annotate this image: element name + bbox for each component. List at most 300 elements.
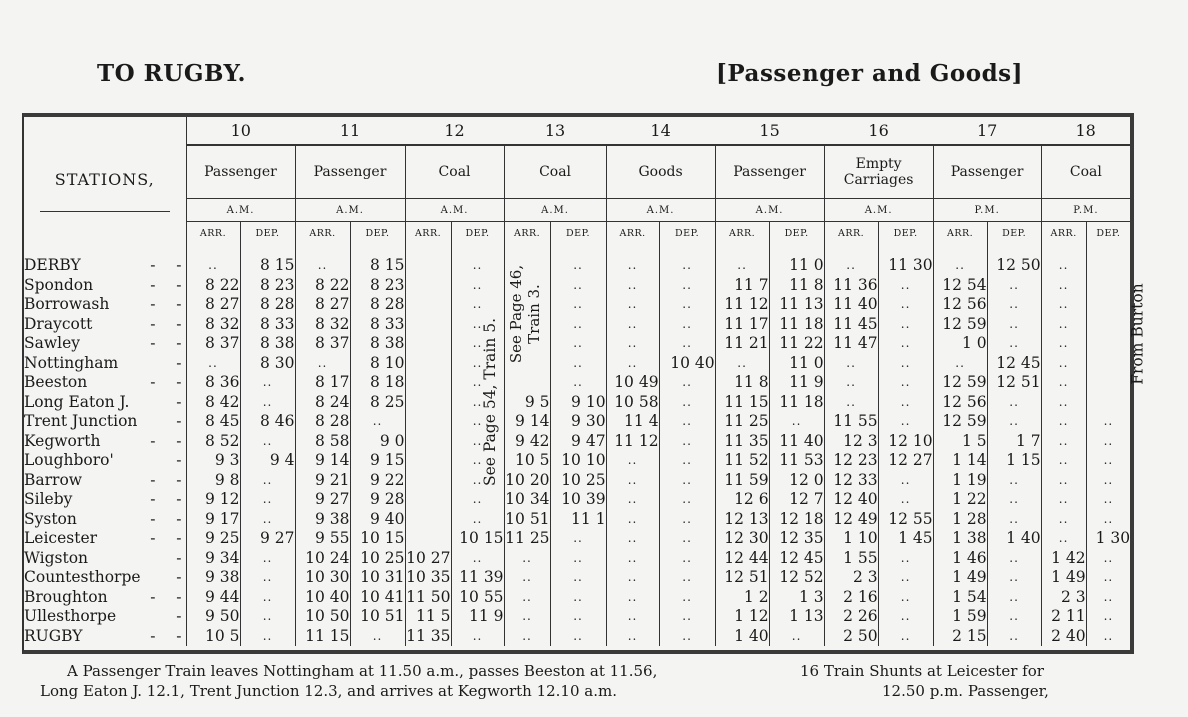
time-cell: 9 12: [186, 490, 240, 510]
period-label: A.M.: [715, 199, 824, 222]
time-cell: 12 44: [715, 549, 769, 569]
time-cell: 8 30: [240, 354, 295, 374]
time-cell: 9 27: [295, 490, 350, 510]
no-stop-marker: ..: [451, 471, 504, 491]
no-stop-marker: ..: [1041, 510, 1086, 530]
time-cell: 11 35: [715, 432, 769, 452]
leader-dash: -: [176, 431, 182, 450]
time-cell: 8 33: [240, 315, 295, 335]
time-cell: 1 40: [987, 529, 1041, 549]
time-cell: 10 51: [350, 607, 405, 627]
no-stop-marker: ..: [1086, 432, 1130, 452]
time-cell: 2 50: [824, 627, 878, 647]
time-cell: 10 58: [606, 393, 659, 413]
time-cell: 9 3: [186, 451, 240, 471]
no-stop-marker: ..: [240, 588, 295, 608]
time-cell: 12 0: [769, 471, 824, 491]
time-cell: 2 3: [1041, 588, 1086, 608]
time-cell: 11 30: [878, 256, 933, 276]
no-stop-marker: ..: [1041, 471, 1086, 491]
no-stop-marker: ..: [550, 315, 606, 335]
no-stop-marker: ..: [878, 393, 933, 413]
no-stop-marker: ..: [659, 588, 715, 608]
no-stop-marker: ..: [350, 412, 405, 432]
no-stop-marker: ..: [659, 295, 715, 315]
time-cell: 10 39: [550, 490, 606, 510]
time-cell: 1 42: [1041, 549, 1086, 569]
time-cell: 8 32: [295, 315, 350, 335]
station-label: Broughton: [24, 587, 108, 606]
train-type: Goods: [606, 145, 715, 199]
no-stop-marker: ..: [606, 471, 659, 491]
time-cell: 10 35: [406, 568, 451, 586]
train-type: Passenger: [186, 145, 295, 199]
no-stop-marker: ..: [606, 529, 659, 549]
dep-label: DEP.: [878, 222, 933, 245]
no-stop-marker: ..: [987, 490, 1041, 510]
time-cell: 11 52: [715, 451, 769, 471]
no-stop-marker: ..: [606, 568, 659, 588]
time-cell: 10 25: [550, 471, 606, 491]
time-cell: 11 8: [769, 276, 824, 296]
station-label: Kegworth: [24, 431, 101, 450]
time-cell: 12 33: [824, 471, 878, 491]
dep-label: DEP.: [769, 222, 824, 245]
no-stop-marker: ..: [550, 295, 606, 315]
time-cell: 10 15: [350, 529, 405, 549]
leader-dash: -: [150, 295, 156, 313]
time-cell: 1 46: [933, 549, 987, 569]
station-label: DERBY: [24, 256, 81, 274]
no-stop-marker: ..: [606, 607, 659, 627]
no-stop-marker: ..: [659, 393, 715, 413]
train-number: 14: [606, 117, 715, 145]
table-row: [24, 354, 1130, 374]
time-cell: 1 2: [715, 588, 769, 608]
train-number: 18: [1041, 117, 1130, 145]
time-cell: 8 28: [350, 295, 405, 315]
station-name: [24, 490, 186, 510]
no-stop-marker: ..: [504, 588, 550, 608]
no-stop-marker: ..: [451, 412, 504, 432]
time-cell: 11 36: [824, 276, 878, 296]
no-stop-marker: ..: [606, 334, 659, 354]
timetable: [24, 117, 1147, 646]
time-cell: 9 17: [186, 510, 240, 530]
station-name: [24, 315, 186, 335]
no-stop-marker: ..: [987, 295, 1041, 315]
arr-label: ARR.: [606, 222, 659, 245]
train-number: 13: [504, 117, 606, 145]
no-stop-marker: ..: [878, 334, 933, 354]
leader-dash: -: [176, 548, 182, 567]
no-stop-marker: ..: [550, 588, 606, 608]
station-label: Beeston: [24, 373, 88, 391]
time-cell: 11 50: [406, 587, 451, 606]
no-stop-marker: ..: [878, 627, 933, 647]
time-cell: 10 30: [295, 568, 350, 588]
arr-label: ARR.: [715, 222, 769, 245]
time-cell: 9 21: [295, 471, 350, 491]
dep-label: DEP.: [240, 222, 295, 245]
time-cell: 11 25: [505, 529, 550, 547]
no-stop-marker: ..: [659, 568, 715, 588]
time-cell: 12 45: [769, 549, 824, 569]
no-stop-marker: ..: [240, 607, 295, 627]
leader-dash: -: [176, 256, 182, 274]
leader-dash: -: [150, 529, 156, 547]
leader-dash: -: [176, 607, 182, 625]
no-stop-marker: ..: [240, 432, 295, 452]
train-number: 12: [405, 117, 504, 145]
no-stop-marker: ..: [987, 549, 1041, 569]
leader-dash: -: [150, 470, 156, 489]
no-stop-marker: ..: [606, 627, 659, 647]
no-stop-marker: ..: [659, 256, 715, 276]
station-name: [24, 549, 186, 569]
no-stop-marker: ..: [1041, 315, 1086, 335]
station-label: Draycott: [24, 314, 93, 333]
leader-dash: -: [176, 451, 182, 469]
no-stop-marker: ..: [240, 549, 295, 569]
no-stop-marker: ..: [659, 432, 715, 452]
no-stop-marker: ..: [659, 412, 715, 432]
time-cell: 11 12: [715, 295, 769, 315]
period-row: [24, 199, 1130, 222]
page-title: TO RUGBY.: [97, 60, 246, 87]
arr-label: ARR.: [295, 222, 350, 245]
no-stop-marker: ..: [550, 529, 606, 549]
no-stop-marker: ..: [550, 334, 606, 354]
no-stop-marker: ..: [1041, 412, 1086, 432]
no-stop-marker: ..: [1086, 490, 1130, 510]
station-name: [24, 568, 186, 588]
no-stop-marker: ..: [878, 373, 933, 393]
no-stop-marker: ..: [1041, 432, 1086, 452]
time-cell: 8 15: [350, 256, 405, 276]
table-row: [24, 334, 1130, 354]
table-row: [24, 510, 1130, 530]
station-label: Loughboro': [24, 451, 114, 469]
time-cell: 11 40: [769, 432, 824, 452]
no-stop-marker: ..: [186, 256, 240, 276]
table-row: [24, 490, 1130, 510]
no-stop-marker: ..: [186, 354, 240, 374]
no-stop-marker: ..: [1041, 295, 1086, 315]
time-cell: 9 40: [350, 510, 405, 530]
timetable-body: [24, 256, 1147, 646]
time-cell: 12 49: [824, 510, 878, 530]
time-cell: 1 22: [933, 490, 987, 510]
time-cell: 1 38: [933, 529, 987, 549]
no-stop-marker: ..: [878, 471, 933, 491]
time-cell: 8 42: [186, 393, 240, 413]
table-row: [24, 295, 1130, 315]
time-cell: 8 52: [186, 432, 240, 452]
period-label: A.M.: [504, 199, 606, 222]
section-subtitle: [Passenger and Goods]: [716, 60, 1024, 87]
time-cell: 8 33: [350, 315, 405, 335]
period-label: A.M.: [186, 199, 295, 222]
footnote-nottingham-train: A Passenger Train leaves Nottingham at 11.50 a.m., passes Beeston at 11.56, Long Eaton J. 12.1, Trent Junction 12.3, and arrives at Kegworth 12.10 a.m.: [40, 662, 658, 700]
time-cell: 10 25: [350, 549, 405, 569]
time-cell: 8 37: [295, 334, 350, 354]
no-stop-marker: ..: [659, 627, 715, 647]
no-stop-marker: ..: [1041, 276, 1086, 296]
no-stop-marker: ..: [1041, 334, 1086, 354]
station-label: Nottingham: [24, 353, 119, 372]
time-cell: 12 6: [715, 490, 769, 510]
no-stop-marker: ..: [240, 490, 295, 510]
note-see-page-46: See Page 46, Train 3.: [504, 256, 550, 393]
leader-dash: -: [176, 490, 182, 508]
station-name: [24, 393, 186, 413]
time-cell: 12 52: [769, 568, 824, 588]
divider: [40, 211, 170, 212]
time-cell: 12 27: [878, 451, 933, 471]
no-stop-marker: ..: [1086, 607, 1130, 627]
arr-label: ARR.: [405, 222, 451, 245]
no-stop-marker: ..: [824, 393, 878, 413]
time-cell: 10 31: [350, 568, 405, 588]
no-stop-marker: ..: [240, 393, 295, 413]
no-stop-marker: ..: [550, 607, 606, 627]
time-cell: 1 49: [1041, 568, 1086, 588]
no-stop-marker: ..: [451, 627, 504, 647]
time-cell: 8 10: [350, 354, 405, 374]
leader-dash: -: [150, 256, 156, 274]
no-stop-marker: ..: [824, 373, 878, 393]
no-stop-marker: ..: [451, 295, 504, 315]
no-stop-marker: ..: [606, 276, 659, 296]
train-number: 11: [295, 117, 405, 145]
no-stop-marker: ..: [987, 568, 1041, 588]
no-stop-marker: ..: [659, 451, 715, 471]
time-cell: 2 11: [1041, 607, 1086, 627]
dep-label: DEP.: [987, 222, 1041, 245]
time-cell: 2 15: [933, 627, 987, 647]
time-cell: 12 30: [715, 529, 769, 549]
time-cell: 12 18: [769, 510, 824, 530]
time-cell: 10 27: [406, 548, 451, 567]
time-cell: 8 32: [186, 315, 240, 335]
time-cell: 8 38: [240, 334, 295, 354]
time-cell: 1 12: [715, 607, 769, 627]
no-stop-marker: ..: [504, 607, 550, 627]
period-label: A.M.: [405, 199, 504, 222]
time-cell: 1 14: [933, 451, 987, 471]
no-stop-marker: ..: [987, 588, 1041, 608]
time-cell: 12 45: [987, 354, 1041, 374]
leader-dash: -: [150, 509, 156, 528]
arr-label: ARR.: [933, 222, 987, 245]
no-stop-marker: ..: [1041, 451, 1086, 471]
no-stop-marker: ..: [451, 334, 504, 354]
time-cell: 12 59: [933, 373, 987, 393]
time-cell: 10 24: [295, 549, 350, 569]
dep-label: DEP.: [350, 222, 405, 245]
table-row: [24, 412, 1130, 432]
table-row: [24, 588, 1130, 608]
time-cell: 1 0: [933, 334, 987, 354]
no-stop-marker: ..: [606, 256, 659, 276]
no-stop-marker: ..: [451, 549, 504, 569]
time-cell: 11 17: [715, 315, 769, 335]
dep-label: DEP.: [550, 222, 606, 245]
time-cell: 11 7: [715, 276, 769, 296]
time-cell: 11 25: [715, 412, 769, 432]
time-cell: 2 40: [1041, 627, 1086, 647]
time-cell: 10 50: [295, 607, 350, 627]
time-cell: 8 23: [350, 276, 405, 296]
station-label: Leicester: [24, 529, 98, 547]
note-see-page-54: See Page 54, Train 5.: [405, 256, 451, 549]
period-label: P.M.: [933, 199, 1041, 222]
time-cell: 8 23: [240, 276, 295, 296]
time-cell: 11 18: [769, 393, 824, 413]
train-type: Coal: [405, 145, 504, 199]
no-stop-marker: ..: [606, 510, 659, 530]
time-cell: 10 5: [504, 451, 550, 471]
no-stop-marker: ..: [606, 490, 659, 510]
leader-dash: -: [150, 490, 156, 508]
time-cell: 1 19: [933, 471, 987, 491]
time-cell: 1 45: [878, 529, 933, 549]
dep-label: DEP.: [1086, 222, 1130, 245]
time-cell: 12 3: [824, 432, 878, 452]
time-cell: 10 51: [505, 509, 550, 528]
no-stop-marker: ..: [550, 276, 606, 296]
time-cell: 8 28: [295, 412, 350, 432]
station-name: [24, 295, 186, 315]
no-stop-marker: ..: [240, 471, 295, 491]
time-cell: 8 28: [240, 295, 295, 315]
time-cell: 1 15: [987, 451, 1041, 471]
station-name: [24, 373, 186, 393]
time-cell: 9 25: [186, 529, 240, 549]
no-stop-marker: ..: [606, 451, 659, 471]
no-stop-marker: ..: [987, 471, 1041, 491]
no-stop-marker: ..: [659, 315, 715, 335]
time-cell: 10 15: [451, 529, 504, 549]
time-cell: 11 21: [715, 334, 769, 354]
time-cell: 12 40: [824, 490, 878, 510]
time-cell: 8 38: [350, 334, 405, 354]
leader-dash: -: [176, 314, 182, 333]
train-type: Passenger: [715, 145, 824, 199]
time-cell: 9 30: [550, 412, 606, 432]
spacer-row: [24, 244, 1130, 256]
no-stop-marker: ..: [451, 490, 504, 510]
time-cell: 9 55: [295, 529, 350, 549]
no-stop-marker: ..: [504, 568, 550, 588]
time-cell: 11 9: [769, 373, 824, 393]
time-cell: 1 28: [933, 510, 987, 530]
no-stop-marker: ..: [659, 276, 715, 296]
time-cell: 11 13: [769, 295, 824, 315]
table-row: [24, 529, 1130, 549]
time-cell: 9 14: [504, 412, 550, 432]
time-cell: 11 15: [715, 393, 769, 413]
time-cell: 9 38: [186, 568, 240, 588]
no-stop-marker: ..: [451, 451, 504, 471]
time-cell: 1 54: [933, 588, 987, 608]
dep-label: DEP.: [451, 222, 504, 245]
no-stop-marker: ..: [1041, 354, 1086, 374]
time-cell: 11 5: [405, 607, 451, 627]
time-cell: 12 10: [878, 432, 933, 452]
train-type: Empty Carriages: [824, 145, 933, 199]
train-number-row: [24, 117, 1130, 145]
no-stop-marker: ..: [606, 354, 659, 374]
time-cell: 9 8: [186, 471, 240, 491]
no-stop-marker: ..: [451, 276, 504, 296]
train-type: Coal: [504, 145, 606, 199]
no-stop-marker: ..: [295, 354, 350, 374]
no-stop-marker: ..: [240, 568, 295, 588]
station-label: RUGBY: [24, 626, 83, 645]
arr-dep-row: [24, 222, 1130, 245]
period-label: A.M.: [824, 199, 933, 222]
train-type-row: [24, 145, 1130, 199]
no-stop-marker: ..: [878, 276, 933, 296]
station-name: [24, 412, 186, 432]
table-row: [24, 607, 1130, 627]
no-stop-marker: ..: [659, 373, 715, 393]
time-cell: 8 22: [295, 276, 350, 296]
no-stop-marker: ..: [878, 354, 933, 374]
period-label: A.M.: [606, 199, 715, 222]
no-stop-marker: ..: [878, 315, 933, 335]
time-cell: 11 35: [406, 626, 451, 645]
no-stop-marker: ..: [606, 588, 659, 608]
train-type: Coal: [1041, 145, 1130, 199]
time-cell: 9 0: [350, 432, 405, 452]
no-stop-marker: ..: [715, 256, 769, 276]
no-stop-marker: ..: [659, 529, 715, 549]
station-label: Wigston: [24, 548, 89, 567]
table-row: [24, 393, 1130, 413]
station-name: [24, 627, 186, 647]
time-cell: 1 59: [933, 607, 987, 627]
leader-dash: -: [176, 412, 182, 430]
time-cell: 1 5: [933, 432, 987, 452]
no-stop-marker: ..: [606, 295, 659, 315]
no-stop-marker: ..: [659, 510, 715, 530]
time-cell: 8 27: [295, 295, 350, 315]
no-stop-marker: ..: [1086, 627, 1130, 647]
time-cell: 12 7: [769, 490, 824, 510]
leader-dash: -: [176, 587, 182, 606]
train-number: 16: [824, 117, 933, 145]
time-cell: 8 58: [295, 432, 350, 452]
time-cell: 12 59: [933, 315, 987, 335]
no-stop-marker: ..: [987, 510, 1041, 530]
time-cell: 11 45: [824, 315, 878, 335]
time-cell: 9 50: [186, 607, 240, 627]
time-cell: 11 15: [295, 627, 350, 647]
station-name: [24, 334, 186, 354]
no-stop-marker: ..: [240, 627, 295, 647]
time-cell: 9 47: [550, 432, 606, 452]
no-stop-marker: ..: [240, 510, 295, 530]
time-cell: 11 39: [451, 568, 504, 588]
period-label: A.M.: [295, 199, 405, 222]
time-cell: 10 40: [295, 588, 350, 608]
station-label: Trent Junction: [24, 412, 138, 430]
no-stop-marker: ..: [451, 354, 504, 374]
no-stop-marker: ..: [933, 354, 987, 374]
